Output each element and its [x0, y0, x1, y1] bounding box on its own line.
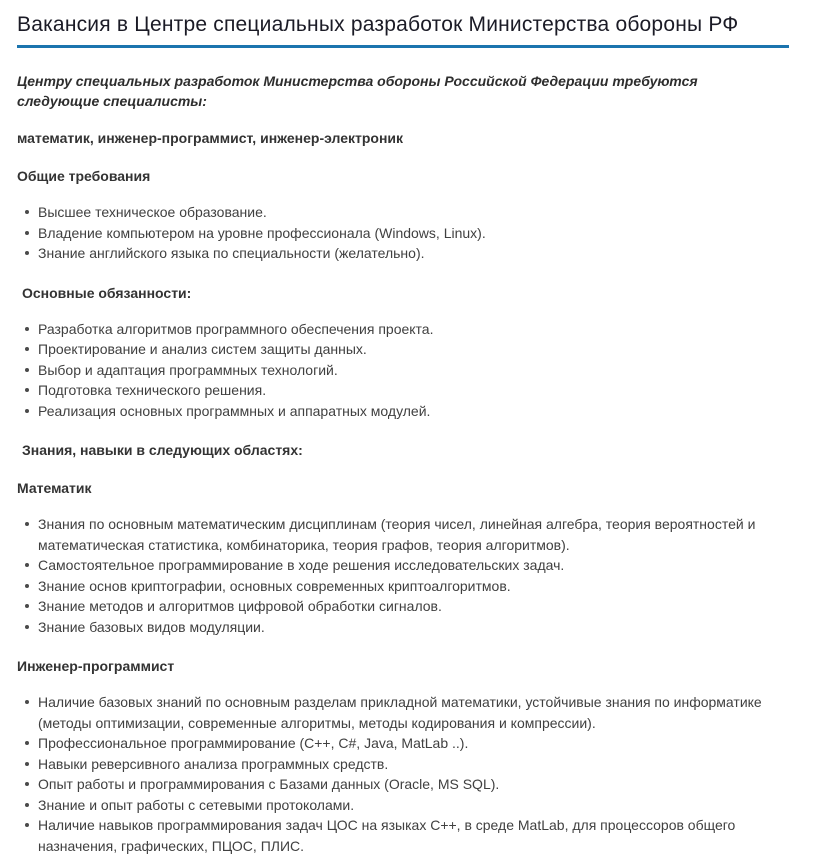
list-item: Навыки реверсивного анализа программных средств.: [38, 754, 789, 775]
list-item: Разработка алгоритмов программного обеспечения проекта.: [38, 319, 789, 340]
main-duties-list: [17, 319, 789, 422]
list-item: Опыт работы и программирования с Базами данных (Oracle, MS SQL).: [38, 774, 789, 795]
list-item: Профессиональное программирование (C++, C#, Java, MatLab ..).: [38, 733, 789, 754]
list-item: Знание и опыт работы с сетевыми протоколами.: [38, 795, 789, 816]
list-item: Знание английского языка по специальности (желательно).: [38, 243, 789, 264]
list-item: Самостоятельное программирование в ходе решения исследовательских задач.: [38, 555, 789, 576]
section-heading-knowledge-areas: Знания, навыки в следующих областях:: [22, 442, 303, 458]
section-heading-main-duties: Основные обязанности:: [22, 284, 192, 301]
section-heading-general-requirements: Общие требования: [17, 168, 151, 184]
list-item: Знания по основным математическим дисциплинам (теория чисел, линейная алгебра, теория вероятностей и математическая статистика, комбинаторика, теория графов, теория алгоритмов).: [38, 514, 789, 555]
list-item: Знание основ криптографии, основных современных криптоалгоритмов.: [38, 576, 789, 597]
list-item: Наличие навыков программирования задач ЦОС на языках C++, в среде MatLab, для процессоров общего назначения, графических, ПЦОС, ПЛИС.: [38, 815, 789, 856]
section-heading-software-engineer: Инженер-программист: [17, 658, 175, 674]
list-item: Наличие базовых знаний по основным разделам прикладной математики, устойчивые знания по информатике (методы оптимизации, современные алгоритмы, методы кодирования и компрессии).: [38, 692, 789, 733]
list-item: Высшее техническое образование.: [38, 202, 789, 223]
list-item: Знание методов и алгоритмов цифровой обработки сигналов.: [38, 596, 789, 617]
list-item: Владение компьютером на уровне профессионала (Windows, Linux).: [38, 223, 789, 244]
list-item: Знание базовых видов модуляции.: [38, 617, 789, 638]
list-item: Проектирование и анализ систем защиты данных.: [38, 339, 789, 360]
general-requirements-list: [17, 202, 789, 264]
specialists-line: математик, инженер-программист, инженер-электроник: [17, 130, 404, 146]
list-item: Подготовка технического решения.: [38, 380, 789, 401]
lead-paragraph: Центру специальных разработок Министерства обороны Российской Федерации требуются следующие специалисты:: [17, 73, 698, 109]
mathematician-list: [17, 514, 789, 637]
page-title: Вакансия в Центре специальных разработок Министерства обороны РФ: [17, 13, 739, 36]
title-divider: [17, 45, 789, 48]
list-item: Реализация основных программных и аппаратных модулей.: [38, 401, 789, 422]
list-item: Выбор и адаптация программных технологий.: [38, 360, 789, 381]
section-heading-mathematician: Математик: [17, 480, 92, 496]
software-engineer-list: [17, 692, 789, 856]
